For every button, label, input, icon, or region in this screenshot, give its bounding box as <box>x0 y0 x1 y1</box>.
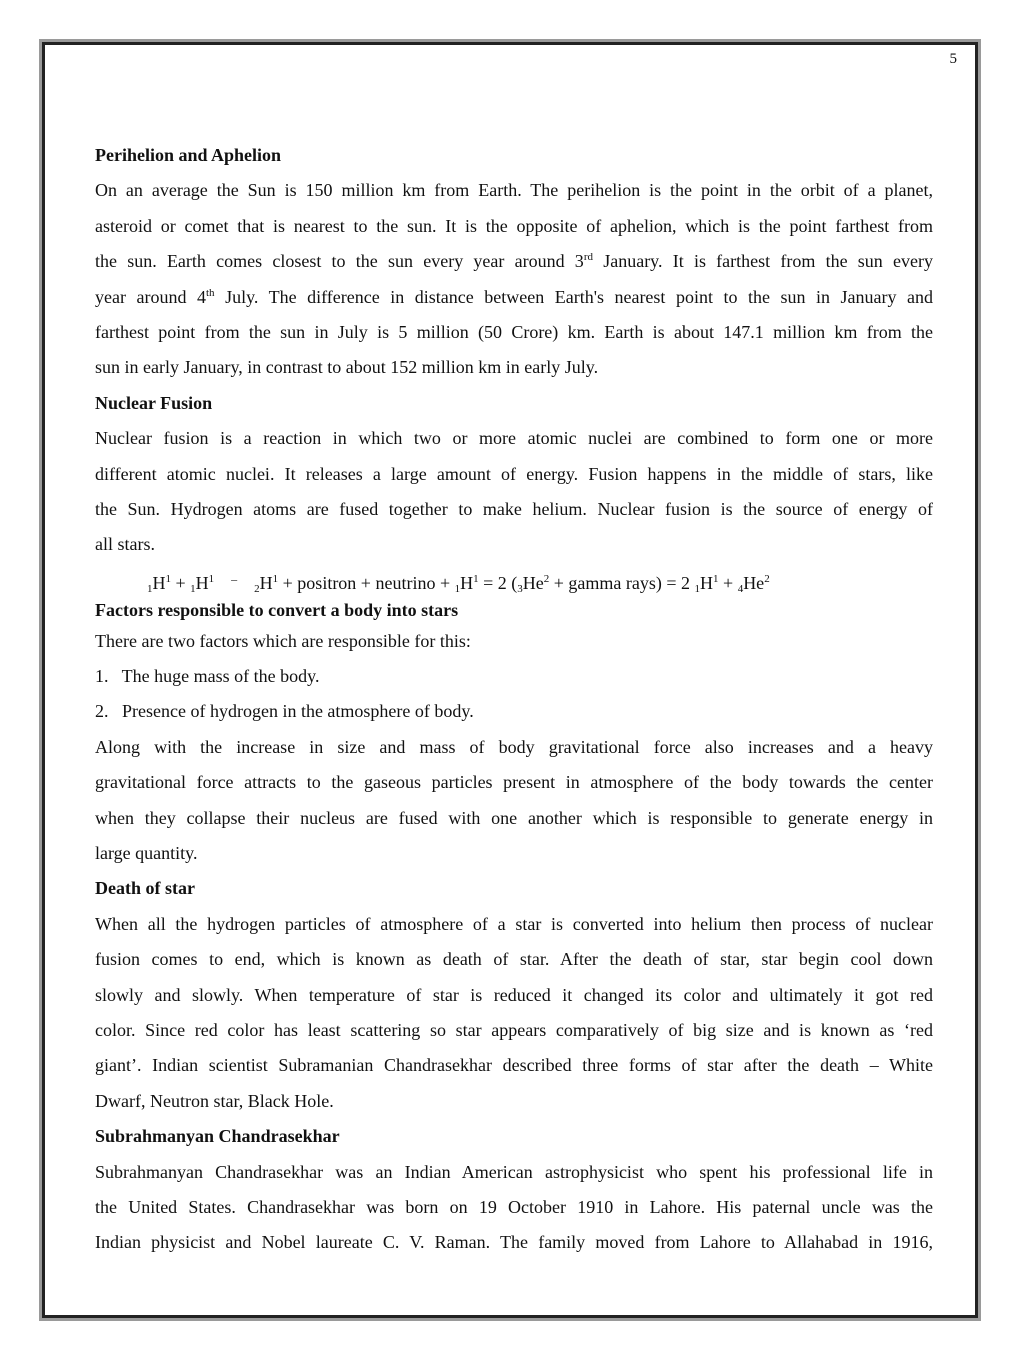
text-line <box>95 942 933 977</box>
text-line <box>95 244 933 279</box>
superscript: th <box>206 286 215 299</box>
text-span: H <box>700 572 714 593</box>
text-span: giant’. Indian scientist Subramanian Chandrasekhar described three forms of star after the death – White <box>95 1055 933 1076</box>
subscript: 4 <box>737 582 744 595</box>
text-span: He <box>522 572 544 593</box>
subscript: 1 <box>147 582 153 595</box>
text-line <box>95 280 933 315</box>
text-span: year around 4 <box>95 286 206 307</box>
subscript: 3 <box>517 582 523 595</box>
text-span: when they collapse their nucleus are fused with one another which is responsible to generate energy in <box>95 807 933 828</box>
text-span: Nuclear fusion is a reaction in which two or more atomic nuclei are combined to form one or more <box>95 428 933 449</box>
superscript: rd <box>583 251 593 264</box>
fusion-equation <box>95 563 933 596</box>
superscript: 1 <box>208 572 215 585</box>
text-span: 2. Presence of hydrogen in the atmosphere of body. <box>95 701 474 722</box>
text-span: He <box>743 572 765 593</box>
section-heading: Nuclear Fusion <box>95 392 213 413</box>
text-line <box>95 315 933 350</box>
text-span: the United States. Chandrasekhar was born on 19 October 1910 in Lahore. His paternal uncle was the <box>95 1196 933 1217</box>
text-span: H <box>259 572 273 593</box>
text-line <box>95 1013 933 1048</box>
text-line <box>95 907 933 942</box>
superscript: 1 <box>165 572 171 585</box>
text-span: January. It is farthest from the sun every <box>592 251 933 272</box>
text-line <box>95 624 933 659</box>
text-span: H <box>195 572 209 593</box>
text-span: Subrahmanyan Chandrasekhar was an Indian American astrophysicist who spent his professional life in <box>95 1161 933 1182</box>
section-heading: Death of star <box>95 878 195 899</box>
text-line <box>95 978 933 1013</box>
superscript: 1 <box>473 572 479 585</box>
text-line <box>95 694 933 729</box>
text-span: + gamma rays) = 2 <box>549 572 695 593</box>
text-span: fusion comes to end, which is known as death of star. After the death of star, star begin cool down <box>95 949 933 970</box>
text-line <box>95 457 933 492</box>
text-line <box>95 350 933 385</box>
text-span: asteroid or comet that is nearest to the sun. It is the opposite of aphelion, which is the point farthest from <box>95 215 933 236</box>
superscript: 1 <box>272 572 279 585</box>
text-line <box>95 1225 933 1260</box>
superscript: 2 <box>764 572 770 585</box>
text-span: the Sun. Hydrogen atoms are fused together to make helium. Nuclear fusion is the source of energy of <box>95 498 933 519</box>
text-line <box>95 836 933 871</box>
document-body <box>95 138 933 1261</box>
text-line <box>95 173 933 208</box>
text-line <box>95 801 933 836</box>
text-span: Dwarf, Neutron star, Black Hole. <box>95 1090 334 1111</box>
section-heading: Subrahmanyan Chandrasekhar <box>95 1126 340 1147</box>
reaction-arrow-icon: – <box>231 571 238 586</box>
section-heading: Factors responsible to convert a body into stars <box>95 599 459 620</box>
text-span: = 2 ( <box>478 572 518 593</box>
text-line <box>95 730 933 765</box>
text-span: Along with the increase in size and mass of body gravitational force also increases and a heavy <box>95 736 933 757</box>
text-span: When all the hydrogen particles of atmosphere of a star is converted into helium then process of nuclear <box>95 913 933 934</box>
text-span: large quantity. <box>95 843 198 864</box>
text-line <box>95 1048 933 1083</box>
text-line <box>95 765 933 800</box>
document-page <box>42 42 978 1318</box>
text-span: the sun. Earth comes closest to the sun every year around 3 <box>95 251 584 272</box>
text-span: There are two factors which are responsible for this: <box>95 630 471 651</box>
text-span: July. The difference in distance between Earth's nearest point to the sun in January and <box>214 286 933 307</box>
text-span: + <box>718 572 738 593</box>
section-heading: Perihelion and Aphelion <box>95 145 282 165</box>
superscript: 1 <box>713 572 719 585</box>
text-span: slowly and slowly. When temperature of star is reduced it changed its color and ultimately it got red <box>95 984 933 1005</box>
text-span: Indian physicist and Nobel laureate C. V. Raman. The family moved from Lahore to Allahabad in 1916, <box>95 1232 933 1253</box>
subscript: 1 <box>190 582 196 595</box>
text-span: H <box>152 572 166 593</box>
text-span: all stars. <box>95 534 155 555</box>
text-span: 1. The huge mass of the body. <box>95 666 320 687</box>
text-span: different atomic nuclei. It releases a large amount of energy. Fusion happens in the middle of stars, like <box>95 463 933 484</box>
text-span: sun in early January, in contrast to about 152 million km in early July. <box>95 357 599 378</box>
text-line <box>95 492 933 527</box>
text-span: gravitational force attracts to the gaseous particles present in atmosphere of the body towards the center <box>95 772 933 793</box>
text-line <box>95 209 933 244</box>
subscript: 1 <box>694 582 701 595</box>
text-line <box>95 527 933 562</box>
text-line <box>95 1190 933 1225</box>
text-span: H <box>460 572 474 593</box>
page-number: 5 <box>949 51 957 67</box>
text-span: color. Since red color has least scattering so star appears comparatively of big size and is known as ‘red <box>95 1019 933 1040</box>
subscript: 1 <box>454 582 461 595</box>
subscript: 2 <box>254 582 260 595</box>
text-line <box>95 1155 933 1190</box>
text-line <box>95 1084 933 1119</box>
text-span: On an average the Sun is 150 million km from Earth. The perihelion is the point in the orbit of a planet, <box>95 180 933 201</box>
text-span: + positron + neutrino + <box>278 572 455 593</box>
superscript: 2 <box>543 572 550 585</box>
text-line <box>95 659 933 694</box>
text-span: farthest point from the sun in July is 5 million (50 Crore) km. Earth is about 147.1 million km from the <box>95 321 933 342</box>
text-line <box>95 421 933 456</box>
text-span: + <box>171 572 191 593</box>
